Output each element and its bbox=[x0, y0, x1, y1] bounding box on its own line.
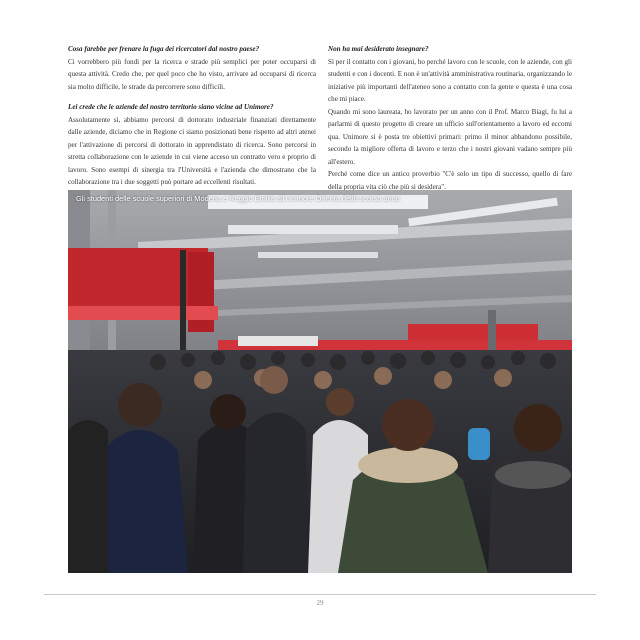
left-text-column bbox=[68, 43, 316, 189]
right-text-column bbox=[328, 43, 572, 193]
answer-paragraph: Quando mi sono laureata, ho lavorato per un anno con il Prof. Marco Biagi, fu lui a parlarmi di questo progetto di creare un ufficio sull'orientamento a lavoro ed eccomi qua. Unimore si è posta tre obiettivi primari: primo il minor abbandono possibile, secondo la migliore offerta di lavoro e terzo che i nostri giovani vadano sempre più all'estero. bbox=[328, 107, 572, 166]
photo-caption: Gli studenti delle scuole superiori di Modena e Reggio Emilia all'Unimore Orienta dello scorso anno bbox=[76, 194, 400, 203]
crowd-photo bbox=[68, 190, 572, 573]
footer-divider bbox=[44, 594, 596, 595]
answer-paragraph: Perché come dice un antico proverbio "C'è solo un tipo di successo, quello di fare della propria vita ciò che più si desidera". bbox=[328, 170, 572, 191]
answer-paragraph: Sì per il contatto con i giovani, ho perché lavoro con le scuole, con le aziende, con gli studenti e con i docenti. E non è un'attività amministrativa routinaria, organizzando le iniziative più importanti dell'ateneo sono a contatto con la gente e questa è una cosa che mi piace. bbox=[328, 57, 572, 103]
answer-paragraph: Assolutamente sì, abbiamo percorsi di dottorato industriale finanziati direttamente dalle aziende, diciamo che in Regione ci siamo posizionati bene rispetto ad altri atenei per l'attivazione di percorsi di dottorato in apprendistato di ricerca. Sono percorsi in stretta collaborazione con le aziende in cui viene acceso un contratto vero e proprio di lavoro. Sono esempi di sinergia tra l'Università e l'azienda che dimostrano che la collaborazione tra i due soggetti può portare ad eccellenti risultati. bbox=[68, 115, 316, 186]
crowd-photo-illustration bbox=[68, 190, 572, 573]
answer-paragraph: Ci vorrebbero più fondi per la ricerca e strade più semplici per poter occuparsi di questa attività. Credo che, per quel poco che ho visto, arrivare ad occuparsi di ricerca sia molto difficile, le strade da percorrere sono difficili. bbox=[68, 57, 316, 91]
question-heading: Lei crede che le aziende del nostro territorio siano vicine ad Unimore? bbox=[68, 103, 274, 111]
question-heading: Cosa farebbe per frenare la fuga dei ricercatori dal nostro paese? bbox=[68, 45, 260, 53]
page-number: 29 bbox=[316, 599, 324, 607]
question-heading: Non ha mai desiderato insegnare? bbox=[328, 45, 429, 53]
